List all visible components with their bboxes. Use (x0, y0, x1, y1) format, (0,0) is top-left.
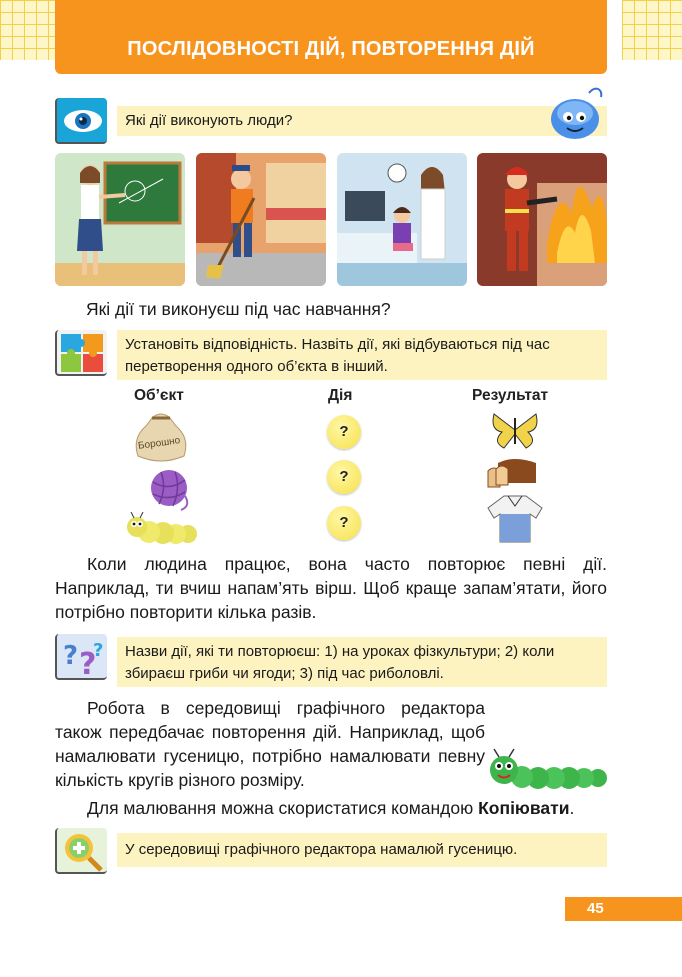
paragraph-graphic-editor-text: Робота в середовищі графічного редактора також передбачає повторення дій. Наприклад, щоб намалювати гусеницю, потрібно намалювати певну кількість кругів різного розміру. (55, 698, 485, 790)
copy-command-name: Копіювати (478, 798, 570, 818)
professions-photos (55, 153, 607, 286)
yarn-ball-icon (147, 466, 193, 512)
butterfly-icon (490, 410, 540, 452)
study-question: Які дії ти виконуєш під час навчання? (86, 299, 391, 319)
sweater-icon (486, 494, 544, 544)
task-practice-text: У середовищі графічного редактора намалюй гусеницю. (117, 833, 607, 867)
column-result: Результат (472, 387, 549, 404)
street-sweeper-photo (196, 153, 326, 286)
task-observe-text: Які дії виконують люди? (117, 106, 607, 136)
firefighter-photo (477, 153, 607, 286)
big-caterpillar-icon (486, 748, 608, 796)
chapter-title: ПОСЛІДОВНОСТІ ДІЙ, ПОВТОРЕННЯ ДІЙ (127, 38, 535, 60)
copy-command-suffix: . (569, 798, 575, 818)
svg-text:?: ? (63, 641, 79, 671)
svg-text:?: ? (93, 640, 104, 661)
eye-icon (55, 98, 107, 144)
magnifier-icon (55, 828, 107, 874)
grid-decoration-right (622, 0, 682, 60)
chapter-header (55, 0, 607, 74)
flour-sack-icon (130, 408, 192, 464)
paragraph-copy-command (87, 796, 574, 820)
puzzle-icon (55, 330, 107, 376)
column-action: Дія (328, 387, 353, 404)
task-match-text: Установіть відповідність. Назвіть дії, які відбуваються під час перетворення одного об’єкта в інший. (117, 330, 607, 380)
question-icon (55, 634, 107, 680)
task-discuss-text: Назви дії, які ти повторюєш: 1) на уроках фізкультури; 2) коли збираєш гриби чи ягоди; 3) під час риболовлі. (117, 637, 607, 687)
grid-decoration-left (0, 0, 60, 60)
bread-icon (484, 455, 544, 491)
column-object: Об’єкт (134, 387, 184, 404)
paragraph-repeat-actions: Коли людина працює, вона часто повторює певні дії. Наприклад, ти вчиш напам’ять вірш. Щоб краще запам’ятати, його потрібно повторити кілька разів. (55, 554, 607, 622)
copy-command-prefix: Для малювання можна скористатися командою (87, 798, 479, 818)
page-number: 45 (565, 897, 682, 921)
svg-text:?: ? (79, 647, 97, 680)
question-mark-2[interactable]: ? (327, 460, 361, 494)
teacher-photo (55, 153, 185, 286)
flour-sack-label: Борошно (137, 435, 181, 452)
caterpillar-icon (126, 512, 202, 548)
question-mark-3[interactable]: ? (327, 506, 361, 540)
mouse-mascot-icon (545, 83, 607, 145)
doctor-photo (337, 153, 467, 286)
question-mark-1[interactable]: ? (327, 415, 361, 449)
